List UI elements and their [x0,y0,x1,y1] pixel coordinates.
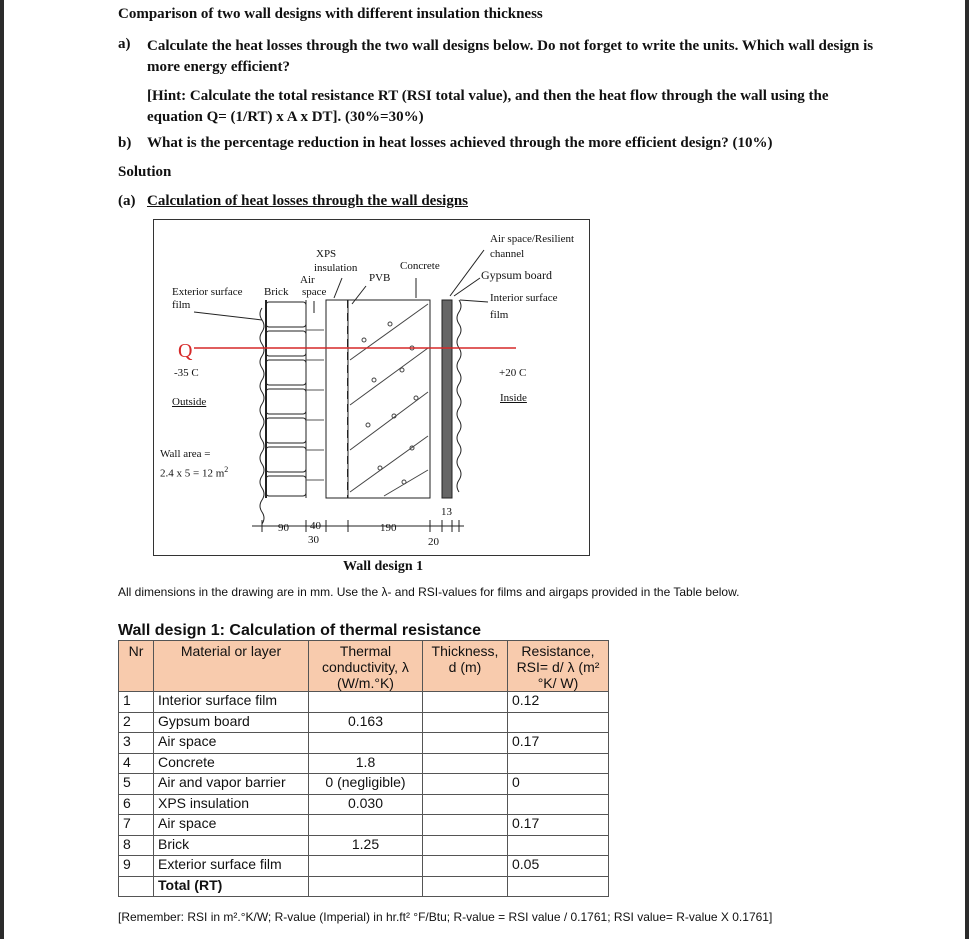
label-outside-temp: -35 C [174,367,199,379]
label-gypsum: Gypsum board [481,268,552,282]
label-air: Air [300,274,315,286]
gypsum-layer [442,300,452,498]
question-a-hint: [Hint: Calculate the total resistance RT (RSI total value), and then the heat flow through the wall using the equation Q= (1/RT) x A x DT]. (30%=30%) [147,88,829,125]
question-a-text: Calculate the heat losses through the two wall designs below. Do not forget to write the units. Which wall design is more energy efficient? [147,38,874,75]
label-exterior-film-2: film [172,299,191,311]
table-row: 3 Air space 0.17 [119,733,609,754]
label-wall-area-1: Wall area = [160,448,211,460]
question-b-label: b) [118,135,132,151]
solution-heading: Solution [118,164,172,180]
exterior-film-line [260,308,264,524]
dim-190: 190 [380,522,397,534]
label-concrete: Concrete [400,260,440,272]
table-row: 9 Exterior surface film 0.05 [119,856,609,877]
header-material: Material or layer [154,641,309,692]
table-row: 7 Air space 0.17 [119,815,609,836]
resistance-table [118,640,609,897]
header-conductivity: Thermal conductivity, λ (W/m.°K) [309,641,423,692]
table-title: Wall design 1: Calculation of thermal resistance [118,622,482,639]
label-air-space-resilient-2: channel [490,248,525,260]
label-interior-film-1: Interior surface [490,292,558,304]
label-insulation: insulation [314,262,358,274]
dim-20: 20 [428,536,439,548]
interior-film-line [457,300,461,492]
dim-13: 13 [441,506,452,518]
question-a-label: a) [118,36,131,52]
window-edge-right [965,0,969,939]
label-inside: Inside [500,392,527,404]
label-wall-area-2: 2.4 x 5 = 12 $m^2$ [160,465,229,480]
table-header-row [119,641,609,692]
annotation-q: Q [178,340,193,362]
figure-caption: Wall design 1 [343,559,424,574]
label-brick: Brick [264,286,289,298]
air-gap-ties [306,330,324,480]
table-row: 1 Interior surface film 0.12 [119,692,609,713]
question-b-text: What is the percentage reduction in heat losses achieved through the more efficient design? (10%) [147,135,773,151]
table-row: 5 Air and vapor barrier 0 (negligible) 0 [119,774,609,795]
window-edge-left [0,0,4,939]
label-interior-film-2: film [490,309,509,321]
total-label: Total (RT) [154,876,309,897]
remember-note: [Remember: RSI in m².°K/W; R-value (Imperial) in hr.ft² °F/Btu; R-value = RSI value / 0.1761; RSI value= R-value X 0.1761] [118,910,773,924]
label-pvb: PVB [369,272,391,284]
brick-layer [266,302,306,496]
page-heading: Comparison of two wall designs with different insulation thickness [118,6,543,22]
dimension-note: All dimensions in the drawing are in mm. Use the λ- and RSI-values for films and airgaps provided in the Table below. [118,585,740,599]
xps-layer [326,300,348,498]
table-row: 6 XPS insulation 0.030 [119,794,609,815]
label-inside-temp: +20 C [499,367,527,379]
header-thickness: Thickness, d (m) [423,641,508,692]
dim-90: 90 [278,522,289,534]
header-resistance: Resistance, RSI= d/ λ (m² °K/ W) [508,641,609,692]
label-exterior-film-1: Exterior surface [172,286,243,298]
label-air-space-resilient-1: Air space/Resilient [490,233,575,245]
table-row: 2 Gypsum board 0.163 [119,712,609,733]
sub-a-heading: Calculation of heat losses through the wall designs [147,193,469,209]
table-row: 4 Concrete 1.8 [119,753,609,774]
header-nr: Nr [119,641,154,692]
dim-40: 40 [310,520,321,532]
label-outside: Outside [172,396,207,408]
table-row: 8 Brick 1.25 [119,835,609,856]
dim-30: 30 [308,534,319,546]
label-xps: XPS [316,248,337,260]
label-space: space [302,286,327,298]
table-total-row [119,876,609,897]
wall-section-figure [153,219,590,556]
sub-a-label: (a) [118,193,136,209]
